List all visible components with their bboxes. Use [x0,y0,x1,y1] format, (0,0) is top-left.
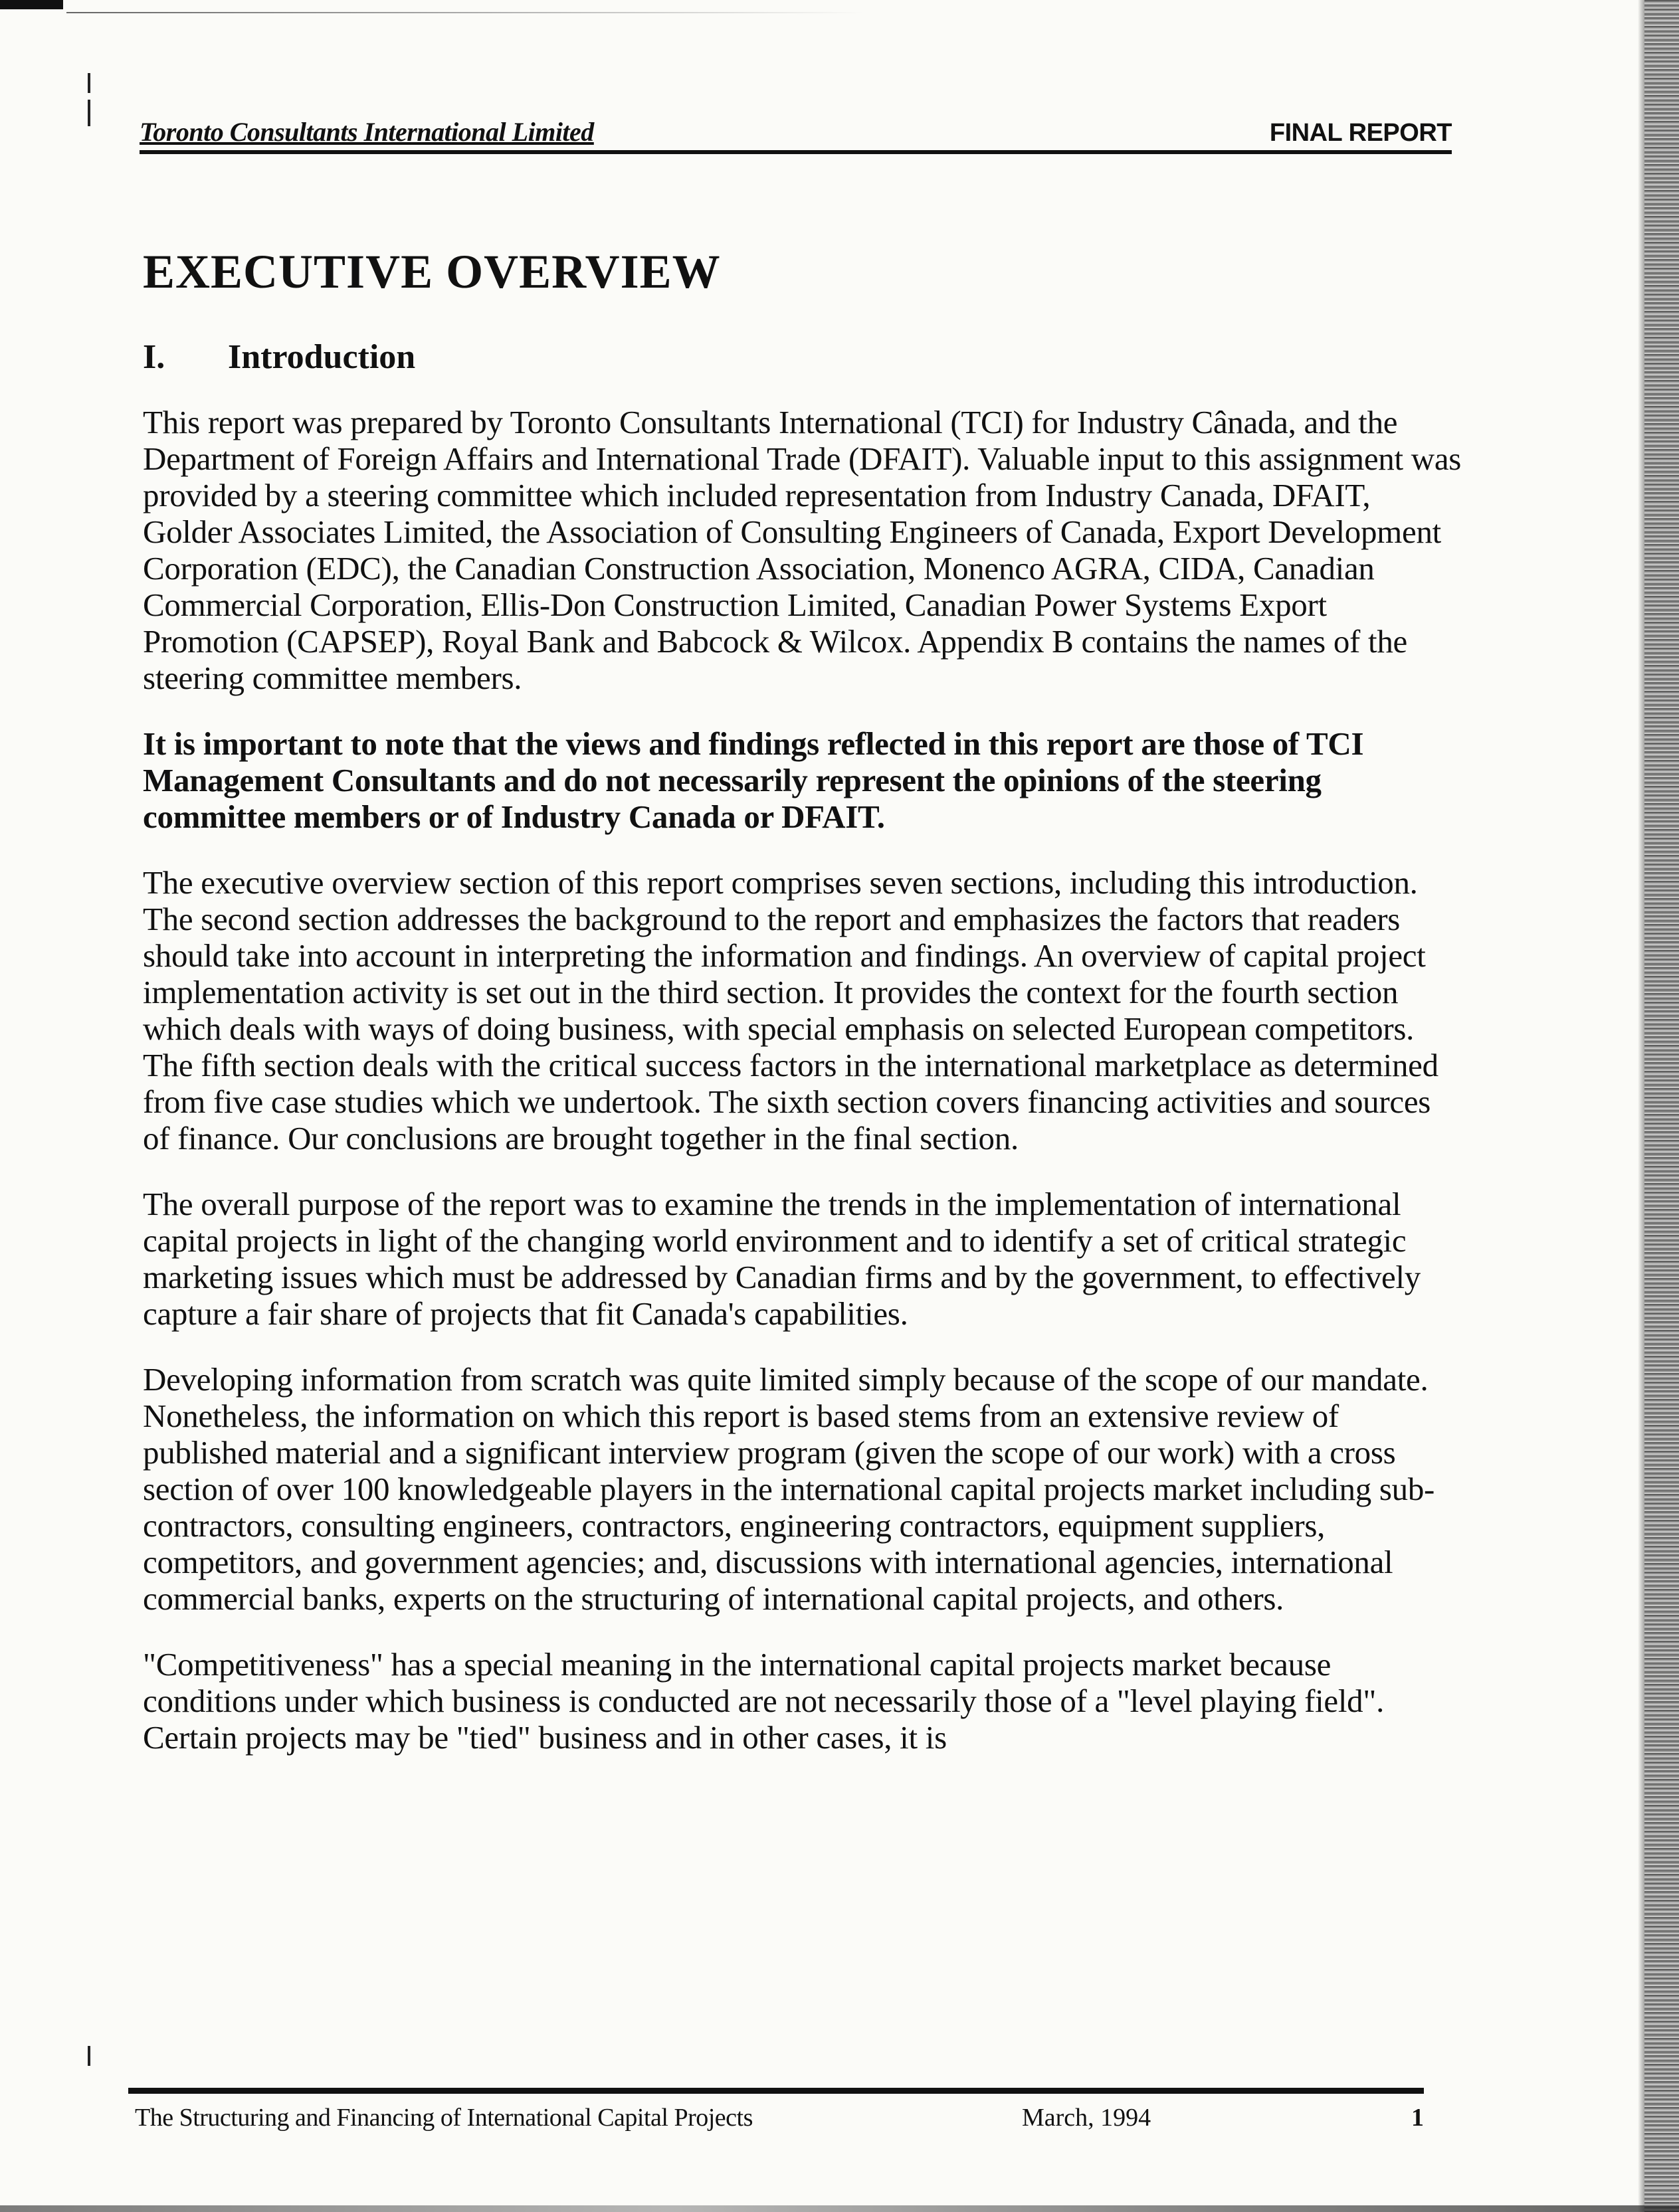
page-number: 1 [1411,2104,1424,2132]
document-title: EXECUTIVE OVERVIEW [143,245,721,298]
running-header [140,106,1452,154]
margin-mark [88,100,90,126]
scan-artifact-edge [1644,0,1679,2212]
paragraph-intro: This report was prepared by Toronto Consultants International (TCI) for Industry Cânada, and the Department of Foreign Affairs and International Trade (DFAIT). Valuable input to this assignment was provided by a steering committee which included representation from Industry Canada, DFAIT, Golder Associates Limited, the Association of Consulting Engineers of Canada, Export Development Corporation (EDC), the Canadian Construction Association, Monenco AGRA, CIDA, Canadian Commercial Corporation, Ellis-Don Construction Limited, Canadian Power Systems Export Promotion (CAPSEP), Royal Bank and Babcock & Wilcox. Appendix B contains the names of the steering committee members. [143,404,1462,697]
paragraph-structure: The executive overview section of this report comprises seven sections, including this introduction. The second section addresses the background to the report and emphasizes the factors that readers should take into account in interpreting the information and findings. An overview of capital project implementation activity is set out in the third section. It provides the context for the fourth section which deals with ways of doing business, with special emphasis on selected European competitors. The fifth section deals with the critical success factors in the international marketplace as determined from five case studies which we undertook. The sixth section covers financing activities and sources of finance. Our conclusions are brought together in the final section. [143,864,1438,1157]
scan-artifact-edge-shadow [1638,0,1644,2212]
paragraph-disclaimer: It is important to note that the views and findings reflected in this report are those of TCI Management Consultants and do not necessarily represent the opinions of the steering committee members or of Industry Canada or DFAIT. [143,725,1364,836]
paragraph-purpose: The overall purpose of the report was to examine the trends in the implementation of international capital projects in light of the changing world environment and to identify a set of critical strategic marketing issues which must be addressed by Canadian firms and by the government, to effectively capture a fair share of projects that fit Canada's capabilities. [143,1186,1421,1333]
section-heading [143,338,1472,376]
section-title: Introduction [228,338,416,377]
footer-title: The Structuring and Financing of International Capital Projects [135,2104,753,2132]
margin-mark [88,73,90,93]
scan-artifact-bottom [0,2205,1679,2212]
document-body [143,246,1472,1785]
footer-date: March, 1994 [1022,2104,1151,2132]
scan-artifact-corner [0,0,63,9]
margin-mark [88,2046,90,2066]
header-report-type: FINAL REPORT [1269,119,1452,147]
paragraph-methodology: Developing information from scratch was quite limited simply because of the scope of our mandate. Nonetheless, the information on which this report is based stems from an extensive review of published material and a significant interview program (given the scope of our work) with a cross section of over 100 knowledgeable players in the international capital projects market including sub-contractors, consulting engineers, contractors, engineering contractors, equipment suppliers, competitors, and government agencies; and, discussions with international agencies, international commercial banks, experts on the structuring of international capital projects, and others. [143,1361,1435,1617]
header-organization: Toronto Consultants International Limited [140,117,594,147]
running-footer [128,2088,1424,2134]
scan-artifact-topline [66,12,864,13]
section-number: I. [143,338,165,377]
paragraph-competitiveness: "Competitiveness" has a special meaning in the international capital projects market because conditions under which business is conducted are not necessarily those of a "level playing field". Certain projects may be "tied" business and in other cases, it is [143,1646,1385,1756]
